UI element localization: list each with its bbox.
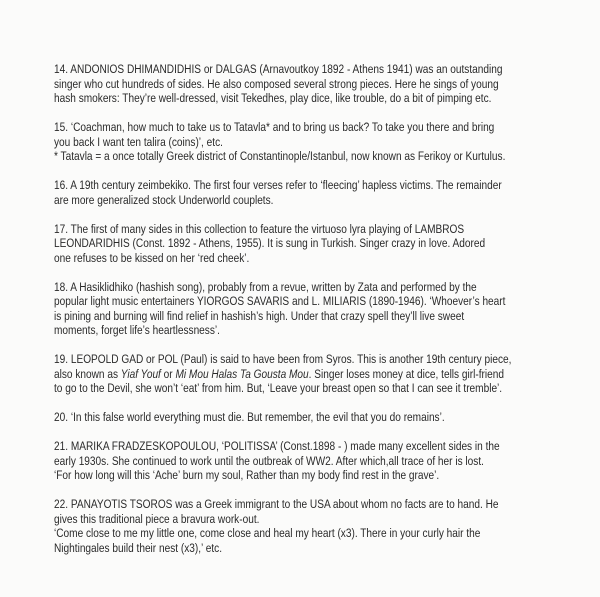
track-note: [54, 439, 543, 483]
text-line: 18. A Hasiklidhiko (hashish song), probably from a revue, written by Zata and performed by the: [54, 279, 477, 294]
text-line: 16. A 19th century zeimbekiko. The first four verses refer to ‘fleecing’ hapless victims. The remainder: [54, 178, 502, 192]
track-note: [54, 120, 543, 164]
text-line: 17. The first of many sides in this collection to feature the virtuoso lyra playing of LAMBROS: [54, 221, 465, 236]
text-line: you back I want ten talira (coins)’, etc.: [54, 134, 223, 149]
text-line: LEONDARIDHIS (Const. 1892 - Athens, 1955). It is sung in Turkish. Singer crazy in love. Adored: [54, 236, 486, 250]
text-line: to go to the Devil, she won’t ‘eat’ from him. But, ‘Leave your breast open so that I can see it tremble’.: [54, 381, 503, 395]
text-line: [54, 367, 543, 382]
track-note: [54, 62, 543, 106]
text-fragment: . Singer loses money at dice, tells girl-friend: [308, 366, 505, 381]
track-note: [54, 497, 543, 555]
text-line: are more generalized stock Underworld couplets.: [54, 192, 274, 207]
text-line: ‘For how long will this ‘Ache’ burn my soul, Rather than my body find rest in the grave’.: [54, 468, 440, 482]
text-line: gives this traditional piece a bravura work-out.: [54, 511, 260, 526]
text-line: ‘Come close to me my little one, come close and heal my heart (x3). There in your curly hair the: [54, 526, 481, 540]
text-line: Nightingales build their nest (x3),’ etc.: [54, 540, 223, 555]
text-line: singer who cut hundreds of sides. He also composed several strong pieces. Here he sings of young: [54, 76, 499, 91]
text-line: popular light music entertainers YIORGOS SAVARIS and L. MILIARIS (1890-1946). ‘Whoever’s heart: [54, 294, 506, 308]
text-line: * Tatavla = a once totally Greek district of Constantinople/Istanbul, now known as Ferikoy or Kurtulus.: [54, 149, 506, 163]
text-fragment: or: [160, 366, 176, 381]
text-line: is pining and burning will find relief in hashish’s high. Under that crazy spell they’ll live sweet: [54, 308, 465, 323]
text-line: 14. ANDONIOS DHIMANDIDHIS or DALGAS (Arnavoutkoy 1892 - Athens 1941) was an outstanding: [54, 62, 503, 76]
text-line: hash smokers: They’re well-dressed, visit Tekedhes, play dice, like trouble, do a bit of pimping etc.: [54, 91, 492, 105]
text-line: 19. LEOPOLD GAD or POL (Paul) is said to have been from Syros. This is another 19th century piece,: [54, 352, 512, 366]
song-title: Mi Mou Halas Ta Gousta Mou: [175, 366, 309, 381]
text-line: early 1930s. She continued to work until the outbreak of WW2. After which,all trace of her is lost.: [54, 453, 484, 468]
text-line: moments, forget life’s heartlessness’.: [54, 323, 220, 337]
liner-notes: [54, 62, 543, 570]
text-line: 20. ‘In this false world everything must die. But remember, the evil that you do remains’.: [54, 410, 445, 424]
track-note: [54, 280, 543, 338]
track-note: [54, 178, 543, 207]
text-line: one refuses to be kissed on her ‘red cheek’.: [54, 250, 250, 265]
track-note: [54, 352, 543, 396]
text-line: 21. MARIKA FRADZESKOPOULOU, ‘POLITISSA’ (Const.1898 - ) made many excellent sides in the: [54, 439, 500, 453]
track-note: [54, 410, 543, 425]
track-note: [54, 222, 543, 266]
text-line: 15. ‘Coachman, how much to take us to Tatavla* and to bring us back? To take you there and bring: [54, 120, 495, 134]
song-title: Yiaf Youf: [120, 366, 161, 381]
text-line: 22. PANAYOTIS TSOROS was a Greek immigrant to the USA about whom no facts are to hand. He: [54, 497, 499, 511]
text-fragment: also known as: [54, 366, 121, 381]
